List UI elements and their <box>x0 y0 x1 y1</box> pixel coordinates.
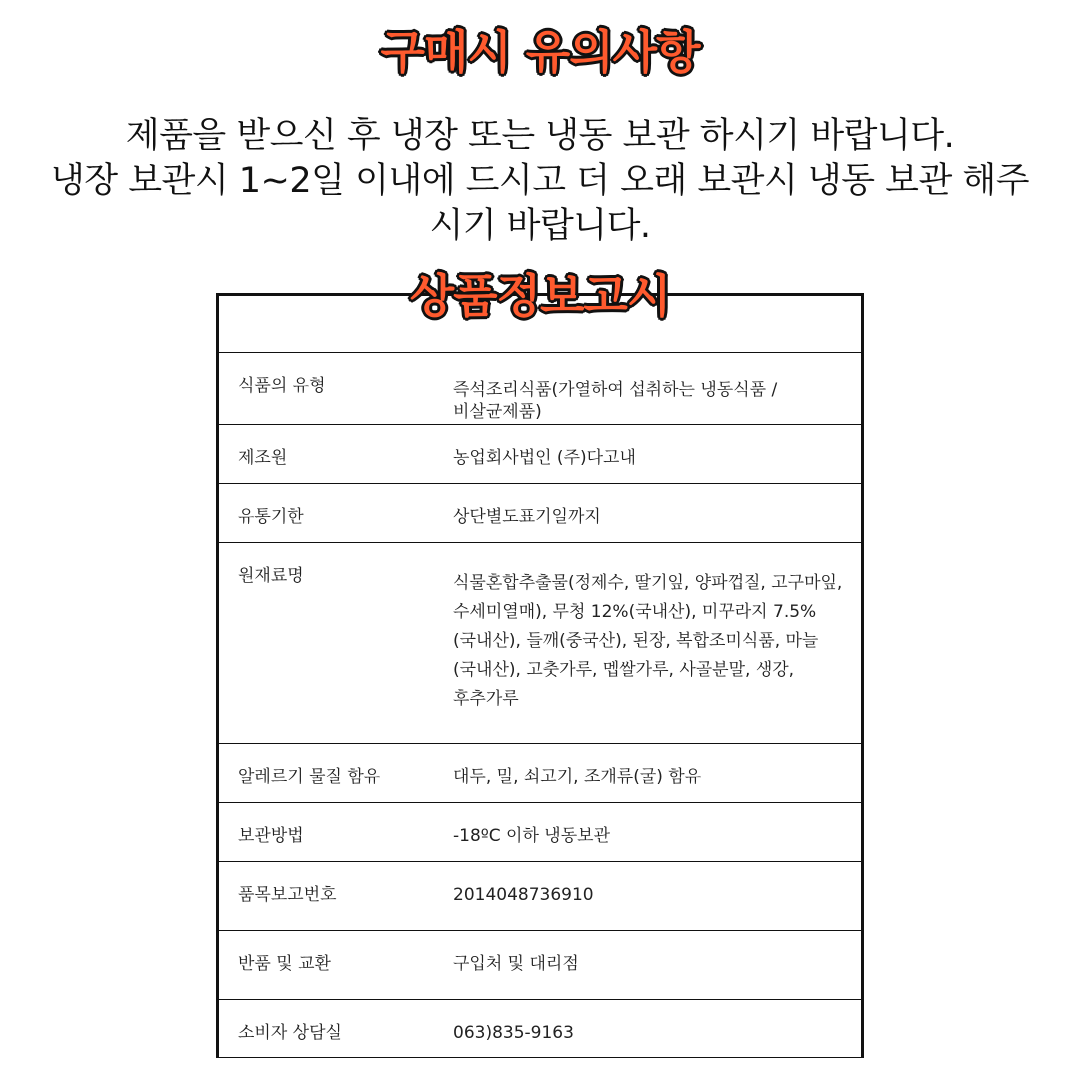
row-value: 상단별도표기일까지 <box>453 507 601 527</box>
product-info-heading: 상품정보고시 <box>409 269 671 323</box>
row-label: 식품의 유형 <box>238 376 326 396</box>
table-row-consumer-center <box>219 1000 861 1057</box>
row-label: 품목보고번호 <box>238 885 337 905</box>
row-label: 소비자 상담실 <box>238 1023 342 1043</box>
table-row-allergens <box>219 744 861 803</box>
row-value: 대두, 밀, 쇠고기, 조개류(굴) 함유 <box>453 767 702 787</box>
row-label: 반품 및 교환 <box>238 954 331 974</box>
row-value: 즉석조리식품(가열하여 섭취하는 냉동식품 / 비살균제품) <box>453 380 778 422</box>
table-row-report-number <box>219 862 861 931</box>
table-row-food-type <box>219 353 861 425</box>
table-row-storage <box>219 803 861 862</box>
notice-heading: 구매시 유의사항 <box>380 25 700 79</box>
row-label: 보관방법 <box>238 826 304 846</box>
row-label: 알레르기 물질 함유 <box>238 767 381 787</box>
row-value: -18ºC 이하 냉동보관 <box>453 826 610 846</box>
row-value: 구입처 및 대리점 <box>453 954 579 974</box>
row-value: 식물혼합추출물(정제수, 딸기잎, 양파껍질, 고구마잎, 수세미열매), 무청 12%(국내산), 미꾸라지 7.5%(국내산), 들깨(중국산), 된장, 복합조미식품, 마늘(국내산), 고춧가루, 멥쌀가루, 사골분말, 생강, 후추가루 <box>453 573 843 709</box>
row-label: 제조원 <box>238 448 288 468</box>
table-row-manufacturer <box>219 425 861 484</box>
row-value: 농업회사법인 (주)다고내 <box>453 448 636 468</box>
product-info-table <box>216 293 864 1058</box>
row-value: 063)835-9163 <box>453 1023 574 1043</box>
table-row-returns <box>219 931 861 1000</box>
row-value: 2014048736910 <box>453 885 594 905</box>
row-label: 유통기한 <box>238 507 304 527</box>
row-label: 원재료명 <box>238 566 304 586</box>
table-row-ingredients <box>219 543 861 744</box>
notice-line: 냉장 보관시 1~2일 이내에 드시고 더 오래 보관시 냉동 보관 해주 <box>50 161 1030 201</box>
notice-line: 시기 바랍니다. <box>429 206 651 246</box>
table-row-expiry <box>219 484 861 543</box>
notice-line: 제품을 받으신 후 냉장 또는 냉동 보관 하시기 바랍니다. <box>125 116 955 156</box>
notice-text <box>0 114 1080 249</box>
